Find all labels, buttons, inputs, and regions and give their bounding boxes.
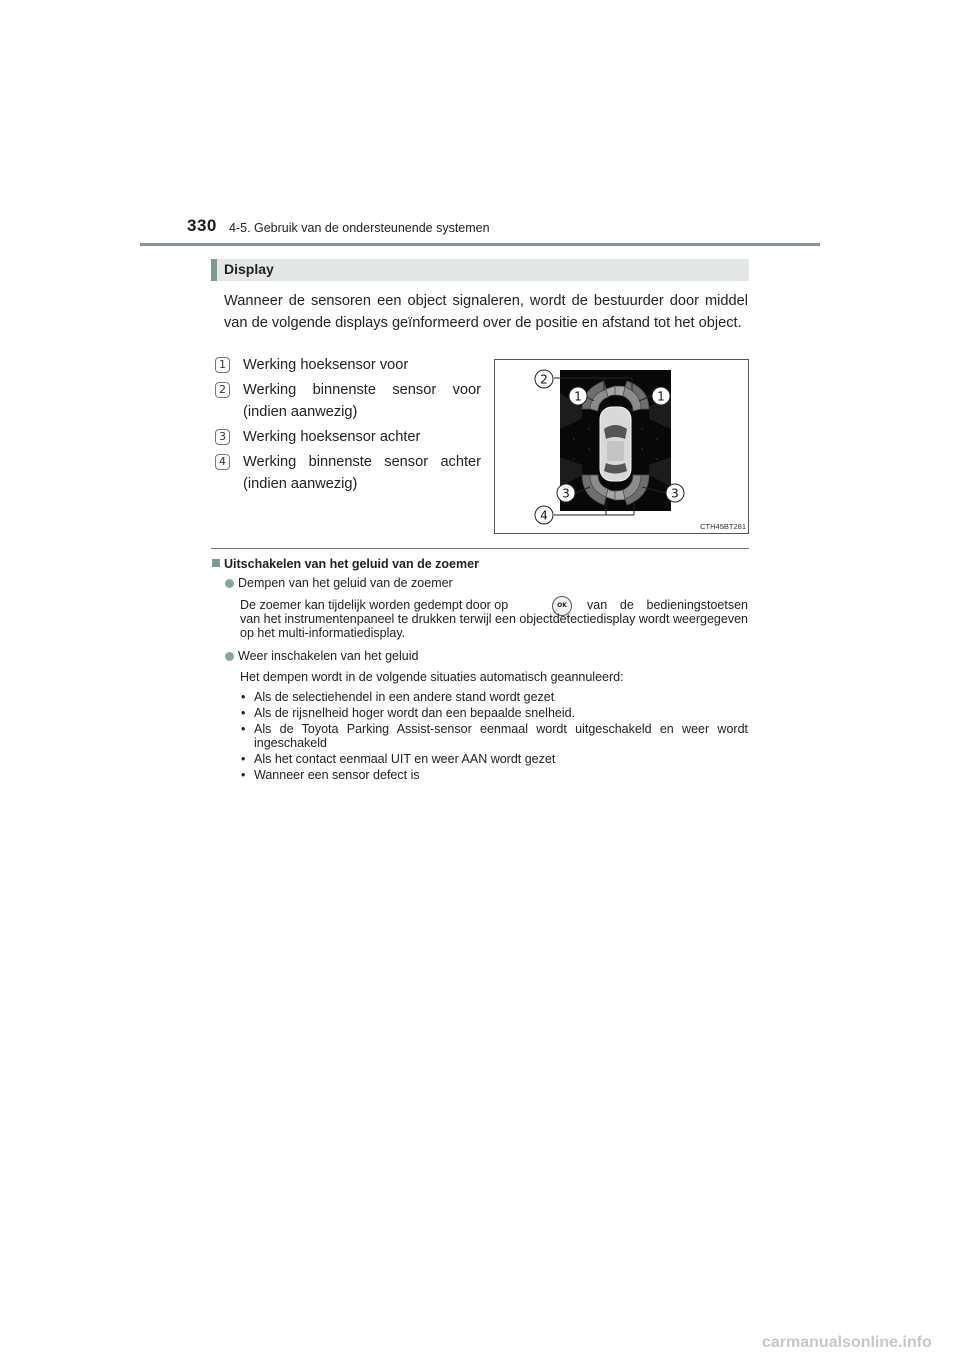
reenable-text: Het dempen wordt in de volgende situaties automatisch geannuleerd: <box>240 670 624 684</box>
reenable-conditions-list <box>240 690 748 784</box>
reenable-title: Weer inschakelen van het geluid <box>225 649 418 663</box>
circle-bullet-icon <box>225 652 234 661</box>
svg-text:3: 3 <box>562 486 570 501</box>
mute-text-start: De zoemer kan tijdelijk worden gedempt door op <box>240 598 509 612</box>
square-bullet-icon <box>212 559 220 567</box>
circle-bullet-icon <box>225 579 234 588</box>
legend-item-2 <box>215 379 481 423</box>
subsection-divider <box>211 548 749 549</box>
section-title: Display <box>224 261 274 277</box>
mute-text-rest: van het instrumentenpaneel te drukken terwijl een objectdetectiedisplay wordt weergegeven op het multi-informatiedisplay. <box>240 612 748 640</box>
watermark: carmanualsonline.info <box>762 1334 932 1351</box>
svg-text:1: 1 <box>657 389 665 404</box>
mute-text-after: van de bedieningstoetsen <box>587 598 748 612</box>
legend-list <box>215 354 481 498</box>
car-top-view <box>600 407 631 481</box>
car-roof <box>607 441 624 461</box>
legend-item-1 <box>215 354 481 376</box>
list-item: • Wanneer een sensor defect is <box>240 768 748 782</box>
callout-2 <box>535 370 553 388</box>
legend-text-4: Werking binnenste sensor achter (indien aanwezig) <box>243 454 481 492</box>
intro-paragraph: Wanneer de sensoren een object signaleren, wordt de bestuurder door middel van de volgende displays geïnformeerd over de positie en afstand tot het object. <box>224 293 748 331</box>
legend-text-2: Werking binnenste sensor voor (indien aanwezig) <box>243 382 481 420</box>
legend-number-1: 1 <box>215 357 230 373</box>
svg-text:3: 3 <box>671 486 679 501</box>
parking-sensor-diagram <box>494 359 749 534</box>
callout-3-right <box>666 484 684 502</box>
car-windshield <box>604 425 627 439</box>
page-number: 330 <box>187 216 217 235</box>
section-heading-accent <box>211 259 217 281</box>
callout-3-left <box>557 484 575 502</box>
header-divider <box>140 243 820 246</box>
list-item: • Als het contact eenmaal UIT en weer AAN wordt gezet <box>240 752 748 766</box>
chapter-title: 4-5. Gebruik van de ondersteunende systemen <box>229 221 490 235</box>
mute-title: Dempen van het geluid van de zoemer <box>225 576 453 590</box>
svg-text:1: 1 <box>574 389 582 404</box>
legend-number-2: 2 <box>215 382 230 398</box>
section-heading-bar <box>211 259 749 281</box>
legend-number-4: 4 <box>215 454 230 470</box>
svg-text:2: 2 <box>540 372 548 387</box>
callout-1-right <box>652 387 670 405</box>
legend-number-3: 3 <box>215 429 230 445</box>
list-item: • Als de Toyota Parking Assist-sensor eenmaal wordt uitgeschakeld en weer wordt ingeschakeld <box>240 722 748 750</box>
callout-4 <box>535 506 553 524</box>
diagram-code: CTH45BT281 <box>700 522 746 531</box>
legend-item-4 <box>215 451 481 495</box>
legend-text-3: Werking hoeksensor achter <box>243 429 421 445</box>
list-item: • Als de selectiehendel in een andere stand wordt gezet <box>240 690 748 704</box>
legend-text-1: Werking hoeksensor voor <box>243 357 409 373</box>
legend-item-3 <box>215 426 481 448</box>
callout-1-left <box>569 387 587 405</box>
list-item: • Als de rijsnelheid hoger wordt dan een bepaalde snelheid. <box>240 706 748 720</box>
svg-text:4: 4 <box>540 508 548 523</box>
ok-button-icon: OK <box>552 596 572 616</box>
subsection-heading: Uitschakelen van het geluid van de zoemer <box>212 557 479 571</box>
